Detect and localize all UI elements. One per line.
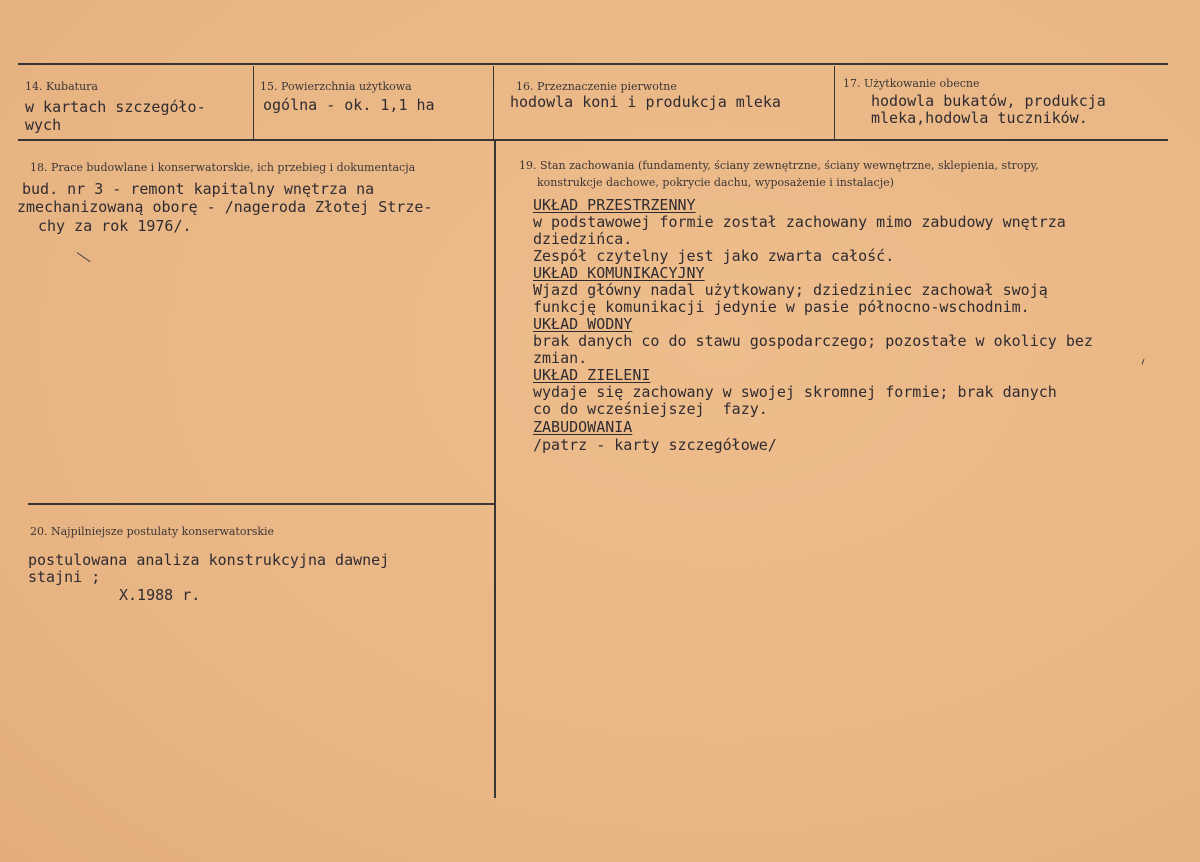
section-heading-greenery: UKŁAD ZIELENI [533,366,651,384]
section-heading-communication: UKŁAD KOMUNIKACYJNY [533,264,705,282]
field-17-value-line2: mleka,hodowla tuczników. [871,109,1088,127]
row1-bottom-rule [18,139,1168,141]
field-19-label-line1: 19. Stan zachowania (fundamenty, ściany zewnętrzne, ściany wewnętrzne, sklepienia, stropy, [519,159,1039,172]
section-communication-line1: Wjazd główny nadal użytkowany; dziedziniec zachował swoją [533,281,1048,299]
field-16-label: 16. Przeznaczenie pierwotne [516,80,677,93]
field-16-value: hodowla koni i produkcja mleka [510,93,781,111]
field-18-value-line3: chy za rok 1976/. [38,217,192,235]
field-20-value-line1: postulowana analiza konstrukcyjna dawnej [28,551,390,569]
pencil-mark [77,252,91,262]
section-heading-water: UKŁAD WODNY [533,315,633,333]
pencil-mark [1142,359,1145,365]
field-14-label: 14. Kubatura [25,80,98,93]
field-19-label-line2: konstrukcje dachowe, pokrycie dachu, wyposażenie i instalacje) [537,176,894,189]
field-20-date: X.1988 r. [119,586,201,604]
section-heading-buildings: ZABUDOWANIA [533,418,633,436]
divider-16-17 [834,66,835,139]
section-buildings-line1: /patrz - karty szczegółowe/ [533,436,777,454]
field-20-label: 20. Najpilniejsze postulaty konserwatorskie [30,525,275,538]
top-rule [18,63,1168,65]
section-communication-line2: funkcję komunikacji jedynie w pasie północno-wschodnim. [533,298,1030,316]
field-17-value-line1: hodowla bukatów, produkcja [871,92,1106,110]
section-water-line1: brak danych co do stawu gospodarczego; pozostałe w okolicy bez [533,332,1093,350]
field-18-value-line1: bud. nr 3 - remont kapitalny wnętrza na [22,180,375,198]
section-spatial-line2: dziedzińca. [533,230,633,248]
field-14-value-line1: w kartach szczegóło- [25,98,206,116]
main-column-divider [494,141,496,798]
field-15-value: ogólna - ok. 1,1 ha [263,96,435,114]
section-greenery-line2: co do wcześniejszej fazy. [533,400,768,418]
section-heading-spatial: UKŁAD PRZESTRZENNY [533,196,696,214]
divider-15-16 [493,66,494,139]
section-water-line2: zmian. [533,349,588,367]
divider-14-15 [253,66,254,139]
field-14-value-line2: wych [25,116,62,134]
section-spatial-line1: w podstawowej formie został zachowany mimo zabudowy wnętrza [533,213,1066,231]
field-18-label: 18. Prace budowlane i konserwatorskie, ich przebieg i dokumentacja [30,161,416,174]
section-spatial-line3: Zespół czytelny jest jako zwarta całość. [533,247,895,265]
left-middle-rule [28,503,494,505]
field-17-label: 17. Użytkowanie obecne [843,77,980,90]
field-15-label: 15. Powierzchnia użytkowa [260,80,412,93]
field-18-value-line2: zmechanizowaną oborę - /nageroda Złotej Strze- [17,198,433,216]
field-20-value-line2: stajni ; [28,568,101,586]
section-greenery-line1: wydaje się zachowany w swojej skromnej formie; brak danych [533,383,1057,401]
